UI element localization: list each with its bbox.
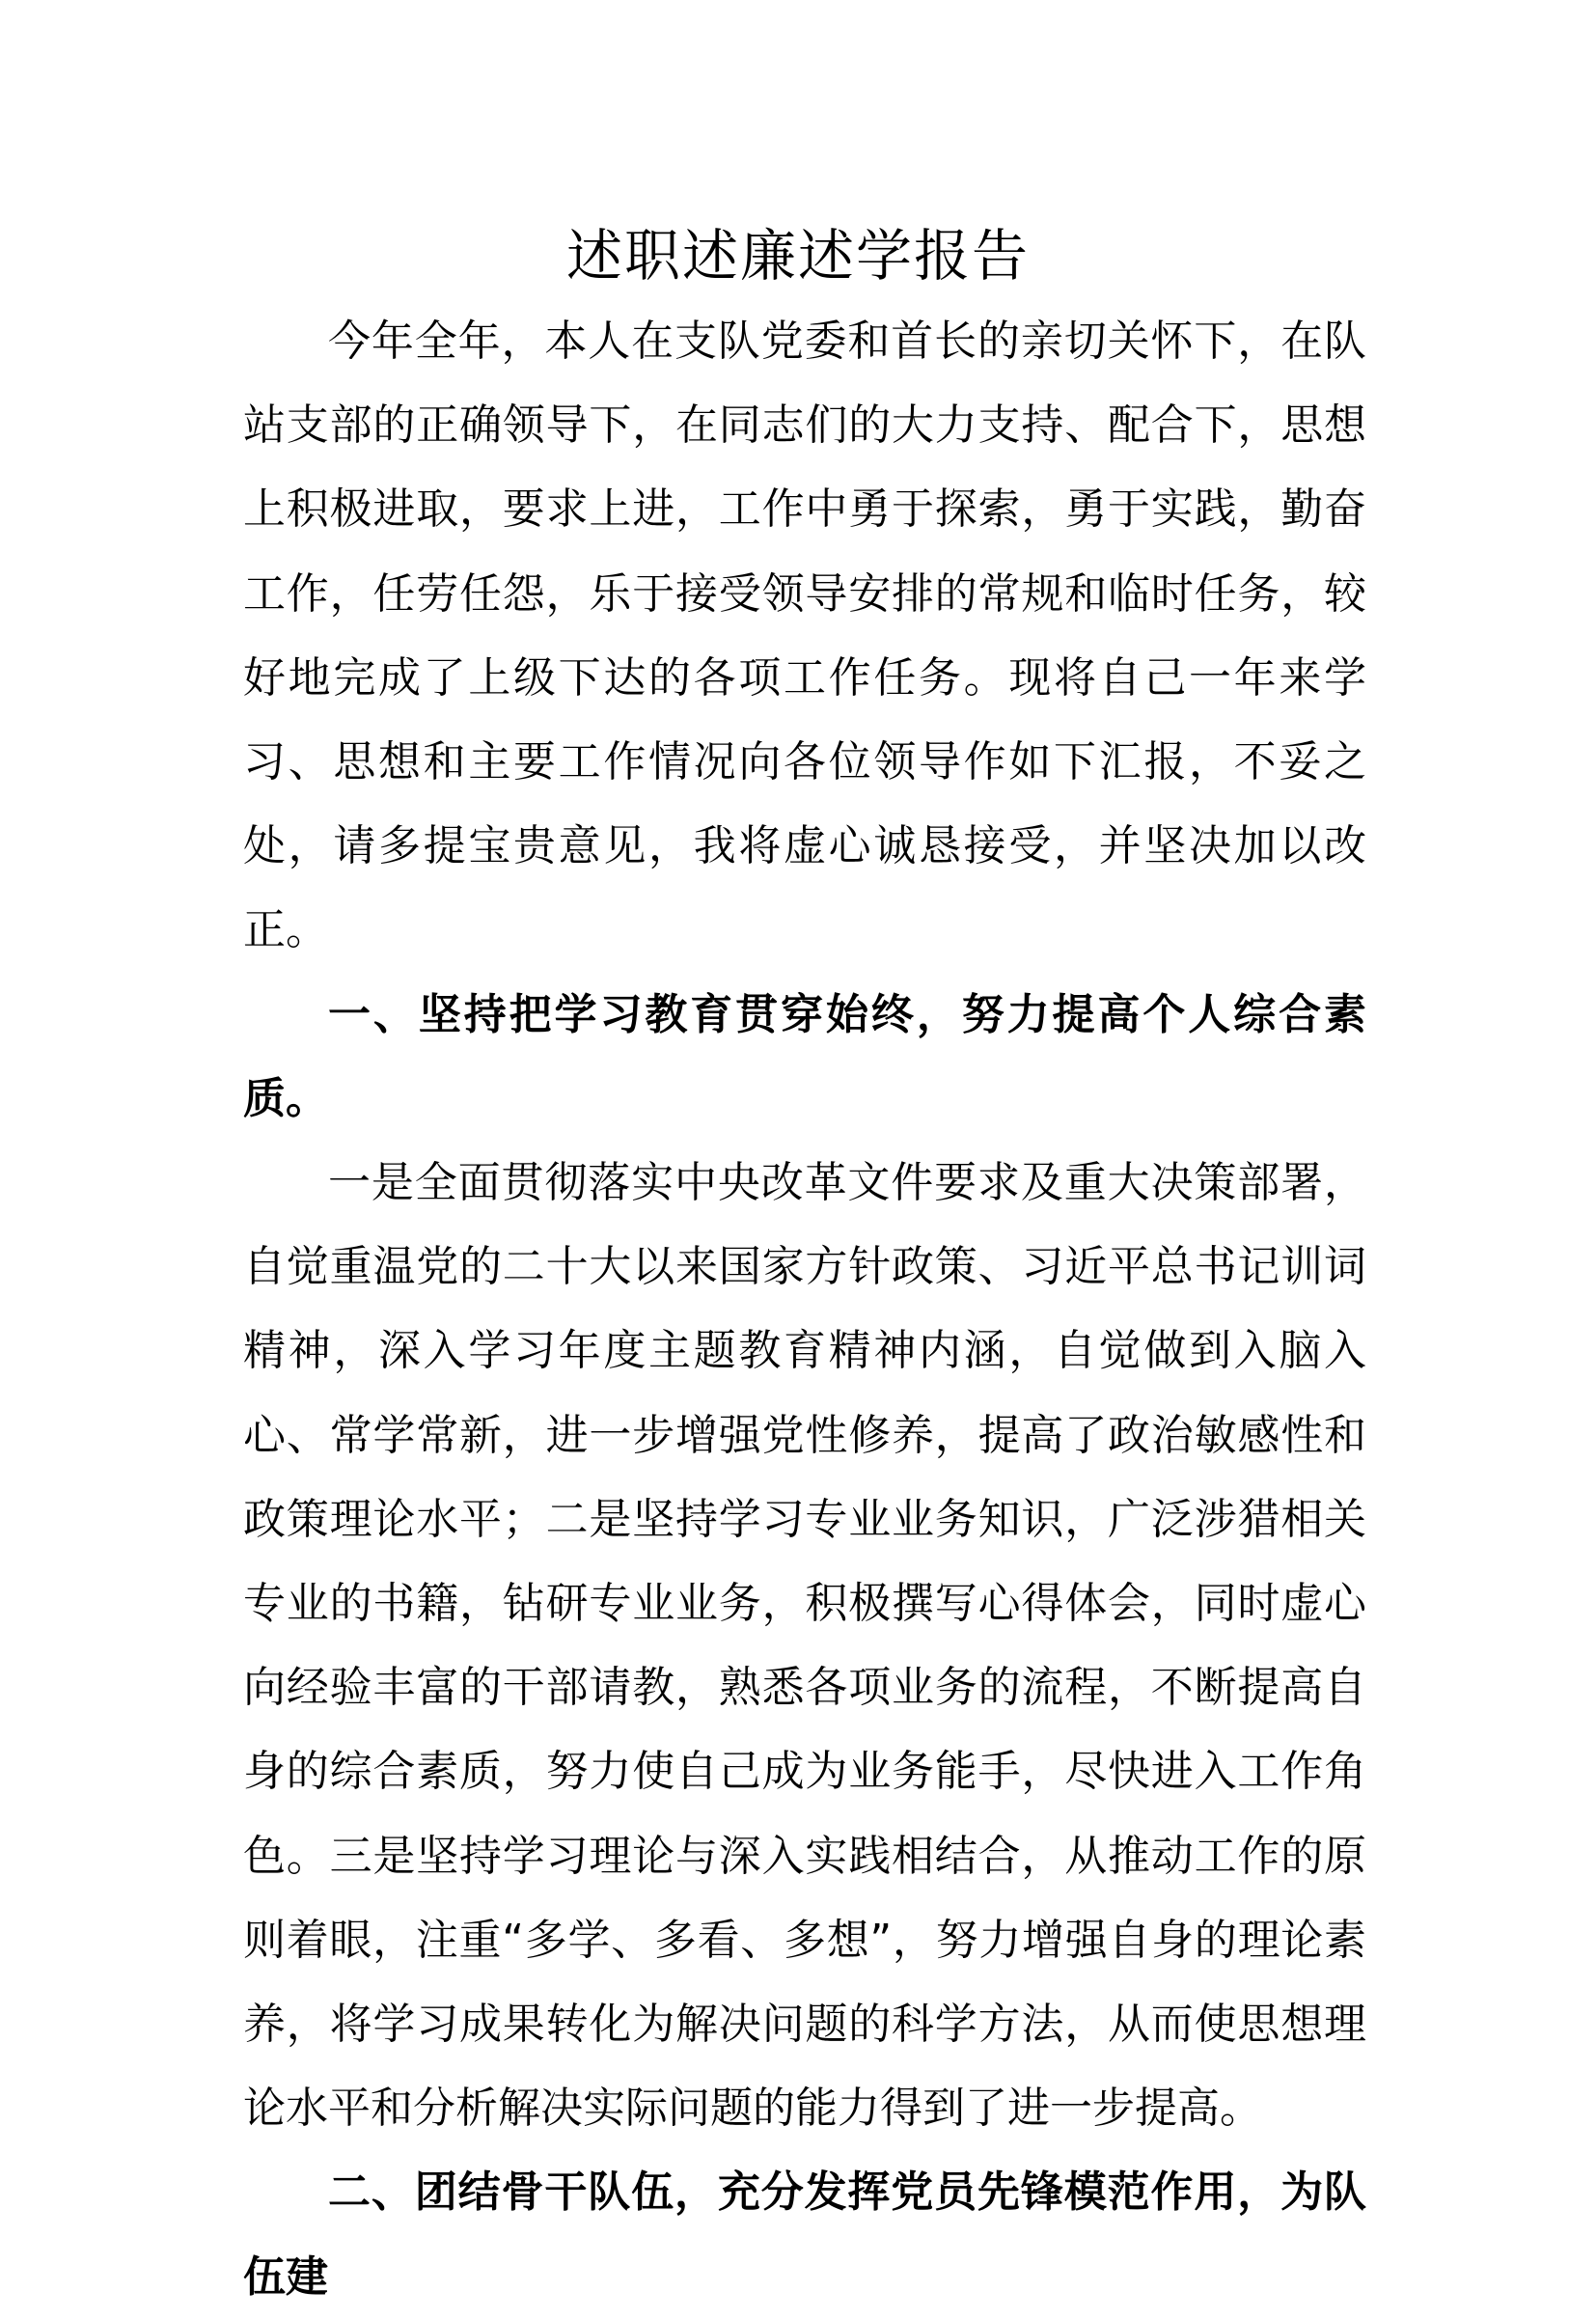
section-heading-1: 一、坚持把学习教育贯穿始终，努力提高个人综合素质。: [243, 989, 1366, 1123]
intro-paragraph: 今年全年，本人在支队党委和首长的亲切关怀下，在队站支部的正确领导下，在同志们的大力支持、配合下，思想上积极进取，要求上进，工作中勇于探索，勇于实践，勤奋工作，任劳任怨，乐于接受领导安排的常规和临时任务，较好地完成了上级下达的各项工作任务。现将自己一年来学习、思想和主要工作情况向各位领导作如下汇报，不妥之处，请多提宝贵意见，我将虚心诚恳接受，并坚决加以改正。: [243, 317, 1366, 955]
document-title: 述职述廉述学报告: [565, 223, 1030, 289]
section-heading-2: 二、团结骨干队伍，充分发挥党员先锋模范作用，为队伍建: [243, 2167, 1366, 2302]
section-1-paragraph: 一是全面贯彻落实中央改革文件要求及重大决策部署，自觉重温党的二十大以来国家方针政策、习近平总书记训词精神，深入学习年度主题教育精神内涵，自觉做到入脑入心、常学常新，进一步增强党性修养，提高了政治敏感性和政策理论水平；二是坚持学习专业业务知识，广泛涉猎相关专业的书籍，钻研专业业务，积极撰写心得体会，同时虚心向经验丰富的干部请教，熟悉各项业务的流程，不断提高自身的综合素质，努力使自己成为业务能手，尽快进入工作角色。三是坚持学习理论与深入实践相结合，从推动工作的原则着眼，注重“多学、多看、多想”，努力增强自身的理论素养，将学习成果转化为解决问题的科学方法，从而使思想理论水平和分析解决实际问题的能力得到了进一步提高。: [243, 1158, 1366, 2134]
document-body: [243, 299, 1366, 2319]
